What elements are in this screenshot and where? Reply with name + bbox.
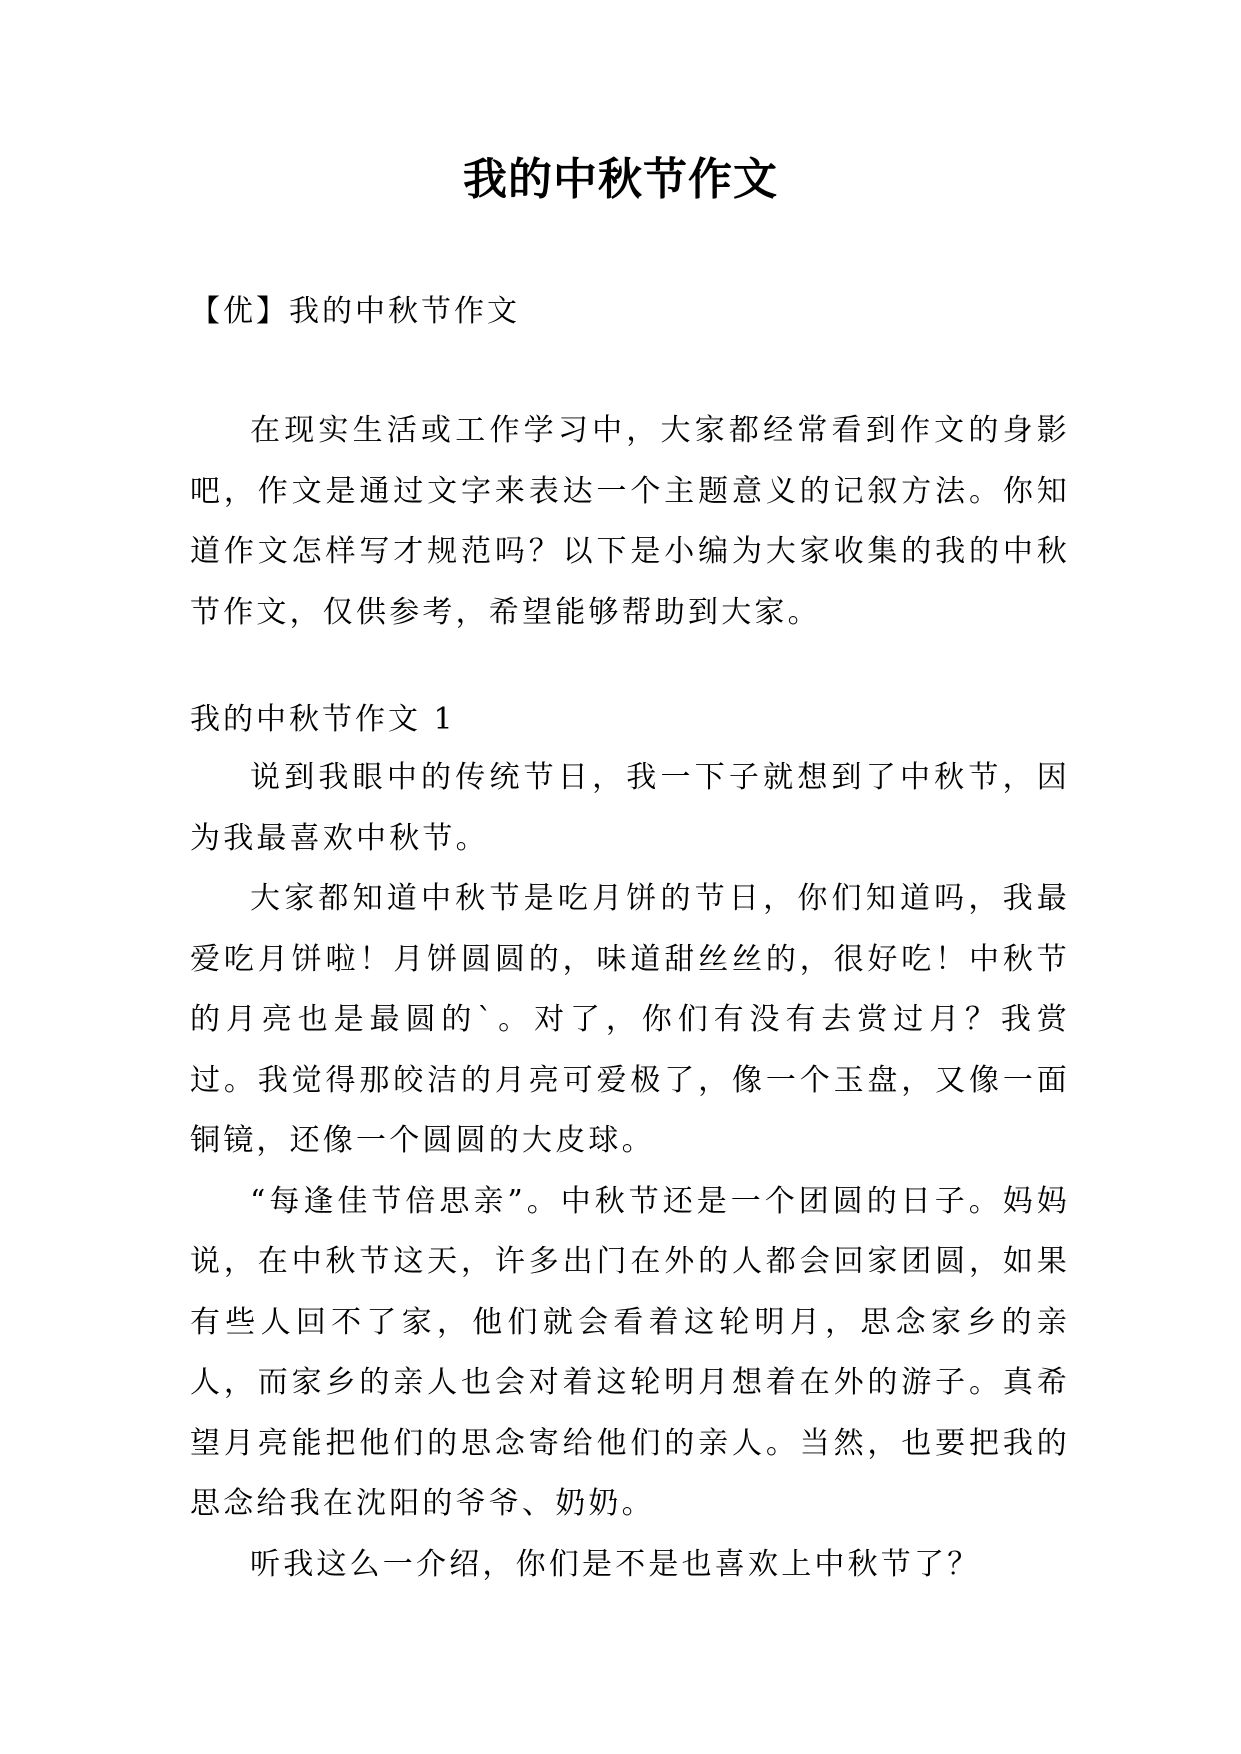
page-title: 我的中秋节作文 — [463, 154, 778, 205]
essay-paragraph-4: 听我这么一介绍，你们是不是也喜欢上中秋节了？ — [250, 1546, 981, 1582]
essay-paragraph-2: 大家都知道中秋节是吃月饼的节日，你们知道吗，我最爱吃月饼啦！月饼圆圆的，味道甜丝丝的，很好吃！中秋节的月亮也是最圆的`。对了，你们有没有去赏过月？我赏过。我觉得那皎洁的月亮可爱极了，像一个玉盘，又像一面铜镜，还像一个圆圆的大皮球。 — [190, 881, 1070, 1158]
intro-section — [190, 401, 1070, 643]
essay-paragraph-3: “每逢佳节倍思亲”。中秋节还是一个团圆的日子。妈妈说，在中秋节这天，许多出门在外的人都会回家团圆，如果有些人回不了家，他们就会看着这轮明月，思念家乡的亲人，而家乡的亲人也会对着这轮明月想着在外的游子。真希望月亮能把他们的思念寄给他们的亲人。当然，也要把我的思念给我在沈阳的爷爷、奶奶。 — [190, 1183, 1070, 1521]
intro-paragraph: 在现实生活或工作学习中，大家都经常看到作文的身影吧，作文是通过文字来表达一个主题意义的记叙方法。你知道作文怎样写才规范吗？以下是小编为大家收集的我的中秋节作文，仅供参考，希望能够帮助到大家。 — [190, 413, 1070, 630]
section-heading: 我的中秋节作文 1 — [190, 702, 456, 737]
essay-body — [190, 748, 1070, 1595]
subtitle: 【优】我的中秋节作文 — [190, 294, 520, 329]
essay-paragraph-1: 说到我眼中的传统节日，我一下子就想到了中秋节，因为我最喜欢中秋节。 — [190, 760, 1070, 856]
